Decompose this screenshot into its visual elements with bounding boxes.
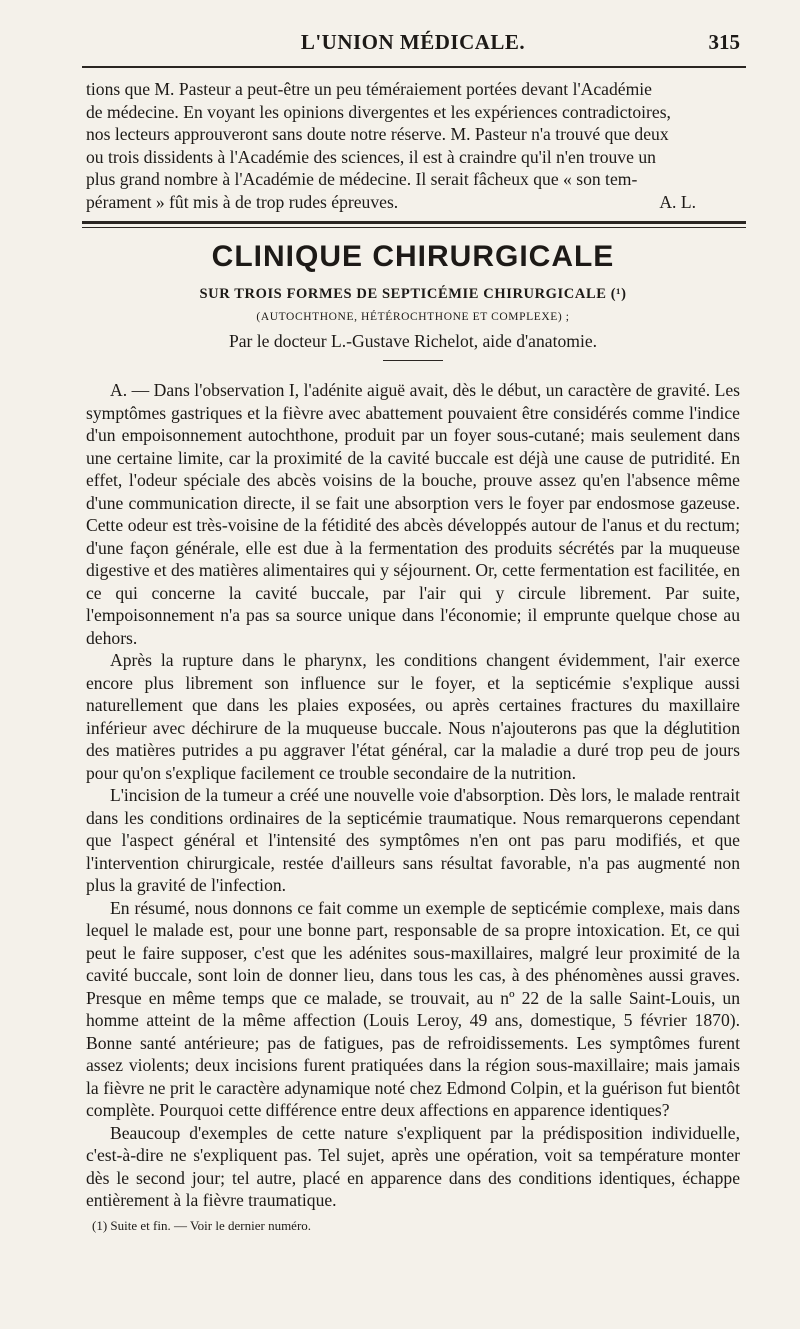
intro-line: plus grand nombre à l'Académie de médecine. Il serait fâcheux que « son tem- (86, 169, 638, 189)
section-rule (82, 221, 746, 228)
header-rule (82, 66, 746, 68)
article-title: SUR TROIS FORMES DE SEPTICÉMIE CHIRURGICALE (¹) (199, 286, 627, 302)
intro-line: ou trois dissidents à l'Académie des sciences, il est à craindre qu'il n'en trouve un (86, 146, 656, 167)
intro-line: tions que M. Pasteur a peut-être un peu téméraiement portées devant l'Académie (86, 79, 652, 99)
intro-line: nos lecteurs approuveront sans doute notre réserve. M. Pasteur n'a trouvé que deux (86, 124, 669, 144)
byline-rule (383, 360, 443, 361)
article-subtitle: (AUTOCHTHONE, HÉTÉROCHTHONE ET COMPLEXE) ; (256, 311, 570, 323)
signature: A. L. (659, 191, 696, 212)
intro-last-line (86, 191, 740, 214)
journal-title: L'UNION MÉDICALE. (300, 30, 526, 54)
footnote: (1) Suite et fin. — Voir le dernier numéro. (92, 1217, 312, 1233)
paragraph: Après la rupture dans le pharynx, les conditions changent évidemment, l'air exerce encore plus librement son influence sur le foyer, et la septicémie s'explique aussi naturellement que dans les plaies exposées, ou après certaines fractures du maxillaire inférieur avec déchirure de la muqueuse buccale. Nous n'ajouterons pas que la déglutition des matières putrides a pu aggraver l'état général, car la maladie a duré trop peu de jours pour qu'on s'explique facilement ce trouble secondaire de la nutrition. (86, 650, 740, 783)
intro-line: de médecine. En voyant les opinions divergentes et les expériences contradictoires, (86, 101, 671, 122)
paragraph: Beaucoup d'exemples de cette nature s'expliquent par la prédisposition individuelle, c'est-à-dire ne s'expliquent pas. Tel sujet, après une opération, voit sa température monter dès le second jour; tel autre, placé en apparence dans des conditions identiques, échappe entièrement à la fièvre traumatique. (86, 1122, 740, 1210)
paragraph: A. — Dans l'observation I, l'adénite aiguë avait, dès le début, un caractère de gravité. Les symptômes gastriques et la fièvre avec abattement pouvaient être considérés comme l'indice d'un empoisonnement autochthone, produit par un foyer sous-cutané; mais seulement dans une certaine limite, car la proximité de la cavité buccale est déjà une cause de putridité. En effet, l'odeur spéciale des abcès voisins de la bouche, prouve assez qu'en l'absence même d'une communication directe, il se fait une absorption vers le foyer par endosmose gazeuse. Cette odeur est très-voisine de la fétidité des abcès développés autour de l'anus et du rectum; d'une façon générale, elle est due à la fermentation des produits sécrétés par la muqueuse digestive et des matières alimentaires qui y séjournent. Or, cette fermentation est facilitée, en ce qui concerne la cavité buccale, par l'air qui y circule librement. Par suite, l'empoisonnement n'a pas sa source unique dans l'économie; il emprunte quelque chose au dehors. (86, 380, 740, 648)
article-body (86, 379, 740, 1212)
running-head (86, 0, 740, 66)
paragraph: L'incision de la tumeur a créé une nouvelle voie d'absorption. Dès lors, le malade rentrait dans les conditions ordinaires de la septicémie traumatique. Nous remarquerons cependant que l'aspect général et l'intensité des symptômes n'en ont pas paru modifiés, et que l'intervention chirurgicale, restée d'ailleurs sans résultat favorable, n'a pas augmenté non plus la gravité de l'infection. (86, 785, 740, 895)
intro-block (86, 78, 740, 213)
intro-line: pérament » fût mis à de trop rudes épreuves. (86, 191, 399, 212)
section-title: CLINIQUE CHIRURGICALE (211, 240, 615, 273)
paragraph: En résumé, nous donnons ce fait comme un exemple de septicémie complexe, mais dans lequel le malade est, pour une bonne part, responsable de sa propre intoxication. Et, ce qui peut le faire supposer, c'est que les adénites sous-maxillaires, malgré leur proximité de la cavité buccale, sont loin de donner lieu, dans tous les cas, à des phénomènes aussi graves. Presque en même temps que ce malade, se trouvait, au nº 22 de la salle Saint-Louis, un homme atteint de la même affection (Louis Leroy, 49 ans, domestique, 5 février 1870). Bonne santé antérieure; pas de fatigues, pas de refroidissements. Les symptômes furent assez violents; deux incisions furent pratiquées dans la région sous-maxillaire; mais jamais la fièvre ne prit le caractère adynamique noté chez Edmond Colpin, et la guérison fut bientôt complète. Pourquoi cette différence entre deux affections en apparence identiques? (86, 897, 740, 1120)
page-number: 315 (708, 30, 740, 54)
article-byline: Par le docteur L.-Gustave Richelot, aide d'anatomie. (228, 331, 598, 351)
